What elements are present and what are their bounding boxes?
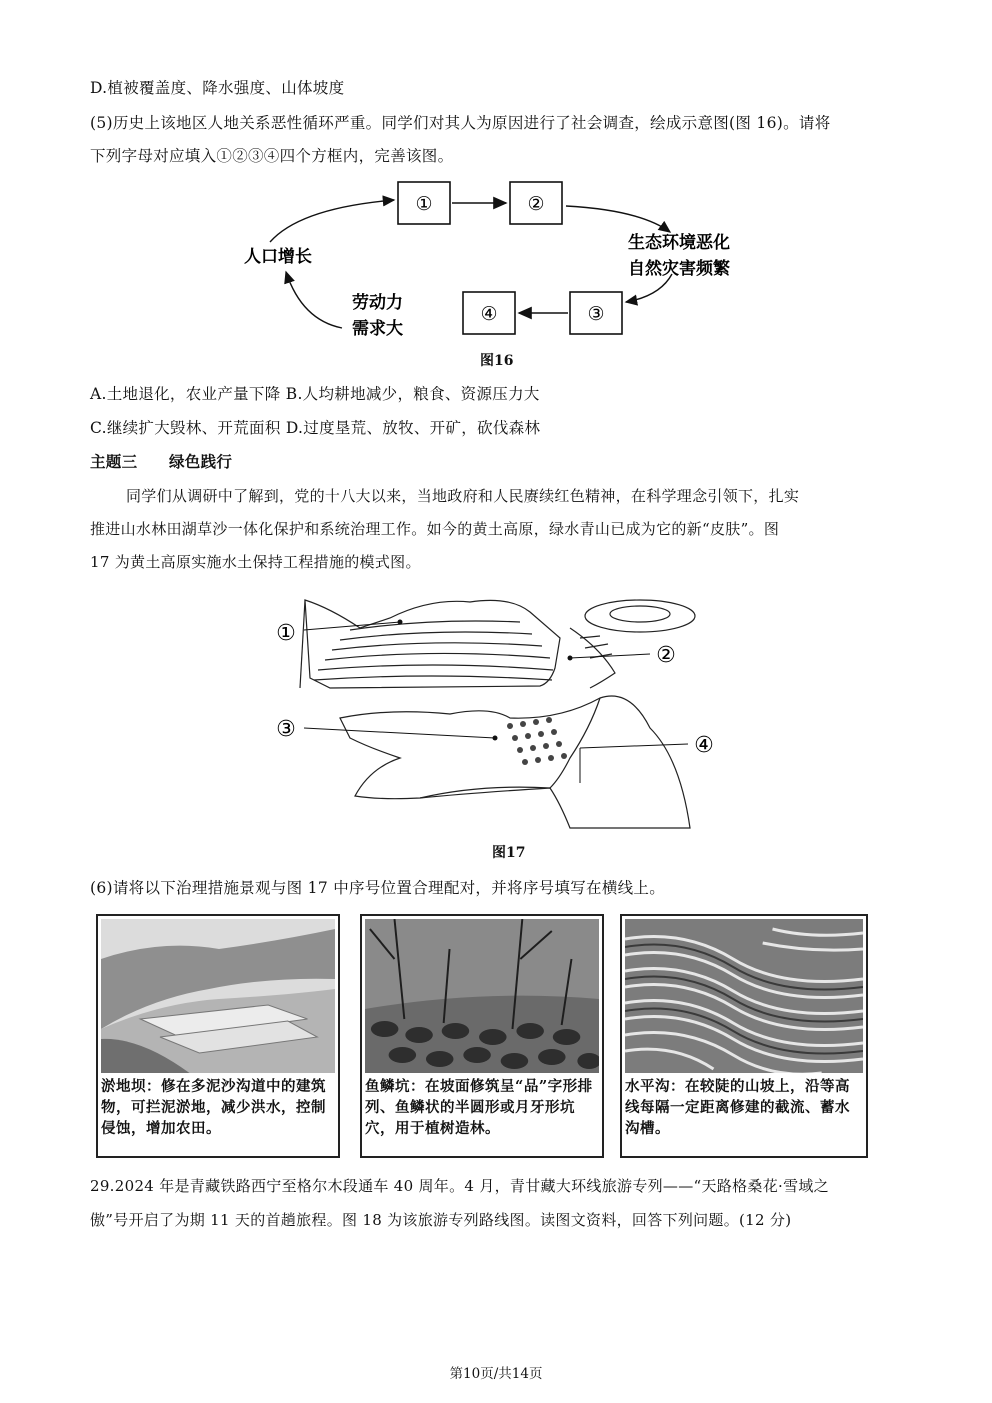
- fig17-marker-3: ③: [276, 717, 296, 742]
- options-a-b: A.土地退化，农业产量下降 B.人均耕地减少，粮食、资源压力大: [90, 385, 540, 403]
- question-6: (6)请将以下治理措施景观与图 17 中序号位置合理配对，并将序号填写在横线上。: [90, 879, 666, 897]
- horizontal-ditch-image: [625, 919, 863, 1073]
- fish-scale-pits-term: 鱼鳞坑：: [365, 1078, 425, 1095]
- fig16-population-label: 人口增长: [244, 247, 312, 267]
- fig16-arrow-labor-to-pop: [286, 272, 342, 328]
- photo-horizontal-ditch: [620, 914, 868, 1158]
- fig16-box-3-label: ③: [587, 303, 605, 325]
- horizontal-ditch-desc: 在较陡的山坡上，沿等高线每隔一定距离修建的截流、蓄水沟槽。: [625, 1078, 850, 1137]
- check-dam-caption: [101, 1076, 335, 1139]
- fish-scale-pits-desc: 在坡面修筑呈“品”字形排列、鱼鳞状的半圆形或月牙形坑穴，用于植树造林。: [365, 1078, 593, 1137]
- question-5-line-2: 下列字母对应填入①②③④四个方框内，完善该图。: [90, 147, 454, 165]
- question-29-line-2: 傲”号开启了为期 11 天的首趟旅程。图 18 为该旅游专列路线图。读图文资料，回答下列问题。(12 分): [90, 1211, 792, 1229]
- question-5-line-1: (5)历史上该地区人地关系恶性循环严重。同学们对其人为原因进行了社会调查，绘成示意图(图 16)。请将: [90, 114, 831, 132]
- fig16-labor-line-1: 劳动力: [352, 293, 403, 313]
- horizontal-ditch-caption: [625, 1076, 863, 1139]
- figure-16: [230, 170, 790, 370]
- check-dam: [570, 600, 695, 688]
- photo-check-dam: [96, 914, 340, 1158]
- fig16-labor-line-2: 需求大: [352, 319, 403, 339]
- photo-fish-scale-pits: [360, 914, 604, 1158]
- figure-17-caption: 图17: [492, 845, 526, 861]
- fig16-box-2-label: ②: [527, 193, 545, 215]
- figure-16-diagram: [230, 170, 790, 370]
- figure-17-illustration: [270, 588, 720, 838]
- fish-scale-pits-image: [365, 919, 599, 1073]
- fish-scale-pits-caption: [365, 1076, 599, 1139]
- fig16-arrow-pop-to-1: [270, 200, 394, 242]
- gully: [340, 696, 690, 828]
- figure-16-caption: 图16: [480, 353, 514, 369]
- terraced-hill: [300, 600, 560, 688]
- paragraph-line-3: 17 为黄土高原实施水土保持工程措施的模式图。: [90, 553, 421, 571]
- page-footer: 第10页/共14页: [449, 1366, 543, 1382]
- fig17-marker-1: ①: [276, 621, 296, 646]
- fig16-box-4-label: ④: [480, 303, 498, 325]
- paragraph-line-2: 推进山水林田湖草沙一体化保护和系统治理工作。如今的黄土高原，绿水青山已成为它的新“皮肤”。图: [90, 520, 780, 538]
- fig17-marker-4: ④: [694, 733, 714, 758]
- paragraph-line-1: 同学们从调研中了解到，党的十八大以来，当地政府和人民赓续红色精神，在科学理念引领下，扎实: [126, 487, 800, 505]
- topic-3-heading: 主题三 绿色践行: [90, 452, 233, 471]
- option-d-text: D.植被覆盖度、降水强度、山体坡度: [90, 79, 345, 97]
- fig16-box-1-label: ①: [415, 193, 433, 215]
- fig16-arrow-2-to-eco: [566, 206, 670, 232]
- figure-17: [270, 588, 720, 838]
- horizontal-ditch-term: 水平沟：: [625, 1078, 685, 1095]
- question-29-line-1: 29.2024 年是青藏铁路西宁至格尔木段通车 40 周年。4 月，青甘藏大环线旅游专列——“天路格桑花·雪域之: [90, 1177, 829, 1195]
- check-dam-image: [101, 919, 335, 1073]
- options-c-d: C.继续扩大毁林、开荒面积 D.过度垦荒、放牧、开矿，砍伐森林: [90, 419, 541, 437]
- check-dam-term: 淤地坝：: [101, 1078, 161, 1095]
- fig16-eco-line-2: 自然灾害频繁: [628, 259, 730, 279]
- fig16-eco-line-1: 生态环境恶化: [628, 233, 730, 253]
- fig17-marker-2: ②: [656, 643, 676, 668]
- check-dam-desc: 修在多泥沙沟道中的建筑物，可拦泥淤地，减少洪水，控制侵蚀，增加农田。: [101, 1078, 326, 1137]
